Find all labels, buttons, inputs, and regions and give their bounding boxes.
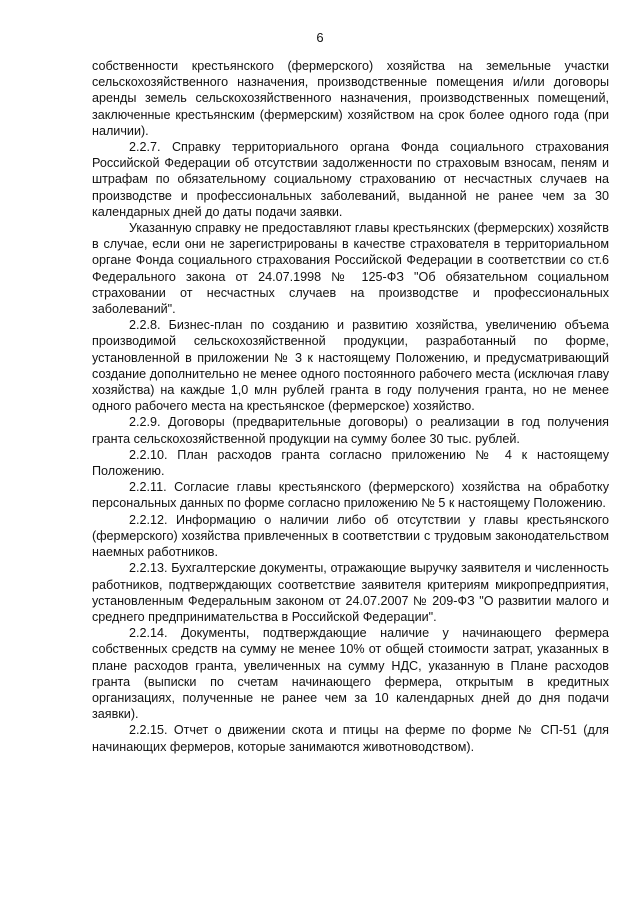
paragraph-2-2-10: 2.2.10. План расходов гранта согласно приложению № 4 к настоящему Положению. [92, 447, 609, 479]
page-number: 6 [316, 30, 324, 45]
paragraph-2-2-9: 2.2.9. Договоры (предварительные договоры) о реализации в год получения гранта сельскохозяйственной продукции на сумму более 30 тыс. рублей. [92, 415, 609, 446]
paragraph-2-2-13: 2.2.13. Бухгалтерские документы, отражающие выручку заявителя и численность работников, подтверждающих соответствие заявителя критериям микропредприятия, установленным Федеральным законом от 24.07.2007 № 209-ФЗ "О развитии малого и среднего предпринимательства в Российской Федерации". [92, 561, 609, 624]
paragraph-2-2-11: 2.2.11. Согласие главы крестьянского (фермерского) хозяйства на обработку персональных данных по форме согласно приложению № 5 к настоящему Положению. [92, 480, 609, 511]
paragraph-2-2-14: 2.2.14. Документы, подтверждающие наличие у начинающего фермера собственных средств на сумму не менее 10% от общей стоимости затрат, указанных в плане расходов гранта, увеличенных на сумму НДС, указанную в Плане расходов гранта (выписки по счетам начинающего фермера, открытым в кредитных организациях, полученные не ранее чем за 10 календарных дней до дня подачи заявки). [92, 626, 609, 722]
paragraph-2-2-7: 2.2.7. Справку территориального органа Фонда социального страхования Российской Федерации об отсутствии задолженности по страховым взносам, пеням и штрафам по обязательному социальному страхованию от несчастных случаев на производстве и профессиональных заболеваний, выданной не ранее чем за 30 календарных дней до даты подачи заявки. [92, 140, 609, 219]
paragraph-2-2-15: 2.2.15. Отчет о движении скота и птицы на ферме по форме № СП-51 (для начинающих фермеров, которые занимаются животноводством). [92, 723, 609, 754]
document-body [92, 58, 609, 755]
paragraph-2-2-12: 2.2.12. Информацию о наличии либо об отсутствии у главы крестьянского (фермерского) хозяйства привлеченных в соответствии с трудовым законодательством наемных работников. [92, 512, 609, 560]
paragraph-continuation: собственности крестьянского (фермерского) хозяйства на земельные участки сельскохозяйственного назначения, производственные помещения и/или договоры аренды земель сельскохозяйственного назначения, производственных помещений, заключенные крестьянским (фермерским) хозяйством на срок более одного года (при наличии). [92, 59, 609, 138]
paragraph-2-2-8: 2.2.8. Бизнес-план по созданию и развитию хозяйства, увеличению объема производимой сельскохозяйственной продукции, разработанный по форме, установленной в приложении № 3 к настоящему Положению, и предусматривающий создание дополнительно не менее одного постоянного рабочего места (исключая главу хозяйства) на каждые 1,0 млн рублей гранта в году получения гранта, но не менее одного рабочего места на крестьянское (фермерское) хозяйство. [92, 318, 609, 414]
paragraph-certificate-exemption: Указанную справку не предоставляют главы крестьянских (фермерских) хозяйств в случае, если они не зарегистрированы в качестве страхователя в территориальном органе Фонда социального страхования Российской Федерации в соответствии со ст.6 Федерального закона от 24.07.1998 № 125-ФЗ "Об обязательном социальном страховании от несчастных случаев на производстве и профессиональных заболеваний". [92, 221, 609, 317]
